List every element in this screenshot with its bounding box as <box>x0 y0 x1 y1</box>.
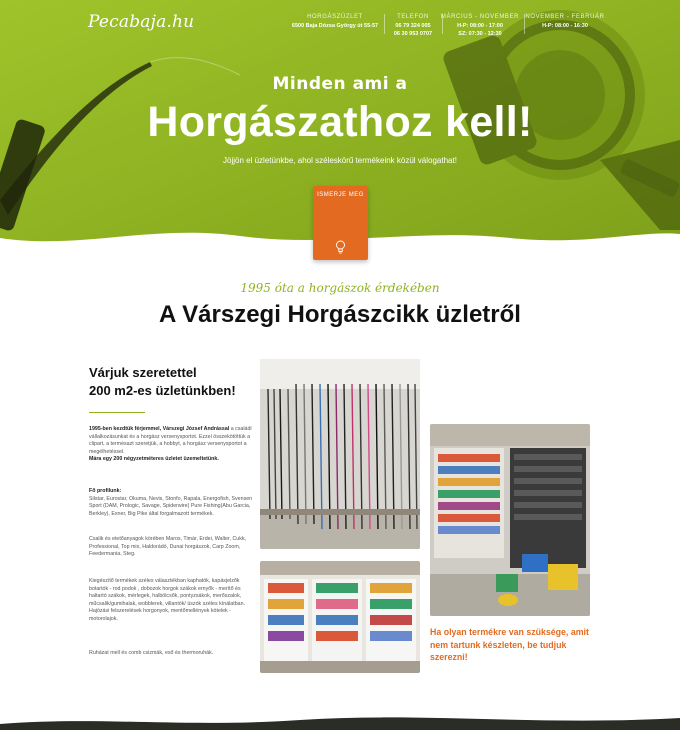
special-order-note: Ha olyan termékre van szüksége, amit nem tartunk készleten, be tudjuk szerezni! <box>430 627 589 662</box>
lightbulb-icon <box>335 240 346 254</box>
learn-more-button[interactable] <box>313 186 368 260</box>
welcome-heading <box>89 364 259 400</box>
hero-title: Horgászathoz kell! <box>147 98 533 146</box>
shop-counter-image <box>430 424 590 616</box>
header-info-phone <box>388 14 438 38</box>
accent-divider <box>89 412 145 413</box>
header-info-title: MÁRCIUS - NOVEMBER <box>440 14 520 20</box>
divider <box>384 14 385 34</box>
about-paragraph-intro <box>89 426 255 464</box>
shop-photo-store[interactable] <box>430 424 590 616</box>
intro-bold-2: Mára egy 200 négyzetméteres üzletet üzemeltetünk. <box>89 456 219 463</box>
header-info-title: NOVEMBER - FEBRUÁR <box>525 14 605 20</box>
opening-hours: H-P: 08:00 - 16:30 <box>542 23 588 29</box>
phone-link[interactable]: 06 79 324 005 <box>395 23 431 29</box>
shop-photo-rods[interactable] <box>260 359 420 549</box>
learn-more-label: ISMERJE MEG <box>317 192 364 198</box>
hero-subtitle: Jöjjön el üzletünkbe, ahol széleskörű termékeink közül válogathat! <box>223 156 457 165</box>
header-info-hours-winter <box>525 14 605 30</box>
shop-shelves-image <box>260 561 420 673</box>
about-paragraph-brands <box>89 488 255 518</box>
hero-kicker: Minden ami a <box>272 74 408 94</box>
about-paragraph-baits: Csalik és etetőanyagok körében Maros, Timár, Erdei, Walter, Cukk, Professional, Top mix, Haldorádó, Dunai horgászok, Carp Zoom, Feedermania, Steg. <box>89 536 247 558</box>
footer-wave-divider <box>0 712 680 730</box>
shop-interior-image <box>260 359 420 549</box>
brands-text: Silstar, Eurostar, Okuma, Nevis, Stonfo, Rapala, Energofish, Svensen Sport (DAM, Prologic, Savage, Spiderwire) Pure Fishing(Abu Garcia, Berkley), Exner, Big Pike által forgalmazott termékek. <box>89 495 253 517</box>
opening-hours: SZ: 07:30 - 12:30 <box>458 31 502 37</box>
intro-bold: 1995-ben kezdtük férjemmel, Várszegi József Andrással <box>89 426 230 432</box>
opening-hours: H-P: 08:00 - 17:00 <box>457 23 503 29</box>
about-paragraph-clothing: Ruházat mell és comb csizmák, eső és thermoruhák. <box>89 650 214 656</box>
header-info-shop <box>290 14 380 30</box>
brands-title: Fő profilunk: <box>89 488 122 494</box>
phone-link[interactable]: 06 30 953 0707 <box>393 31 433 37</box>
about-title: A Várszegi Horgászcikk üzletről <box>159 301 521 328</box>
site-logo[interactable]: Pecabaja.hu <box>88 12 195 32</box>
header-info-address[interactable]: 6500 Baja Dózsa György út 55-57 <box>291 23 379 29</box>
about-paragraph-accessories: Kiegészítő termékek széles választékban kaphatók, kapásjelzők botartók - rod podok , dobozok horgok szákok ernyők - merítő és haltartó szákok, mérlegek, halbölcsők, pontyzsákok, merőszalok, műcsalik/gumihalak, wobblerek, villantók/ úszók széles kínálatban. Hajózási felszerelések horgonyok, mentőmellények kötelek - motorolajok. <box>89 578 246 622</box>
header-info-title: TELEFON <box>397 14 429 20</box>
intro-text: a családi vállalkozásunkat és a horgász versenysportot. Ezzel összekötöttük a clipart, a termésazt szeretjük, a hobbyt, a horgász versenysportot a megélhetéssel. <box>89 426 252 455</box>
welcome-line: Várjuk szeretettel <box>89 365 197 380</box>
header-info-title: HORGÁSZÜZLET <box>307 14 363 20</box>
welcome-line: 200 m2-es üzletünkben! <box>89 383 236 398</box>
about-kicker: 1995 óta a horgászok érdekében <box>240 281 440 295</box>
header-info-hours-summer <box>440 14 520 38</box>
shop-photo-shelves[interactable] <box>260 561 420 673</box>
